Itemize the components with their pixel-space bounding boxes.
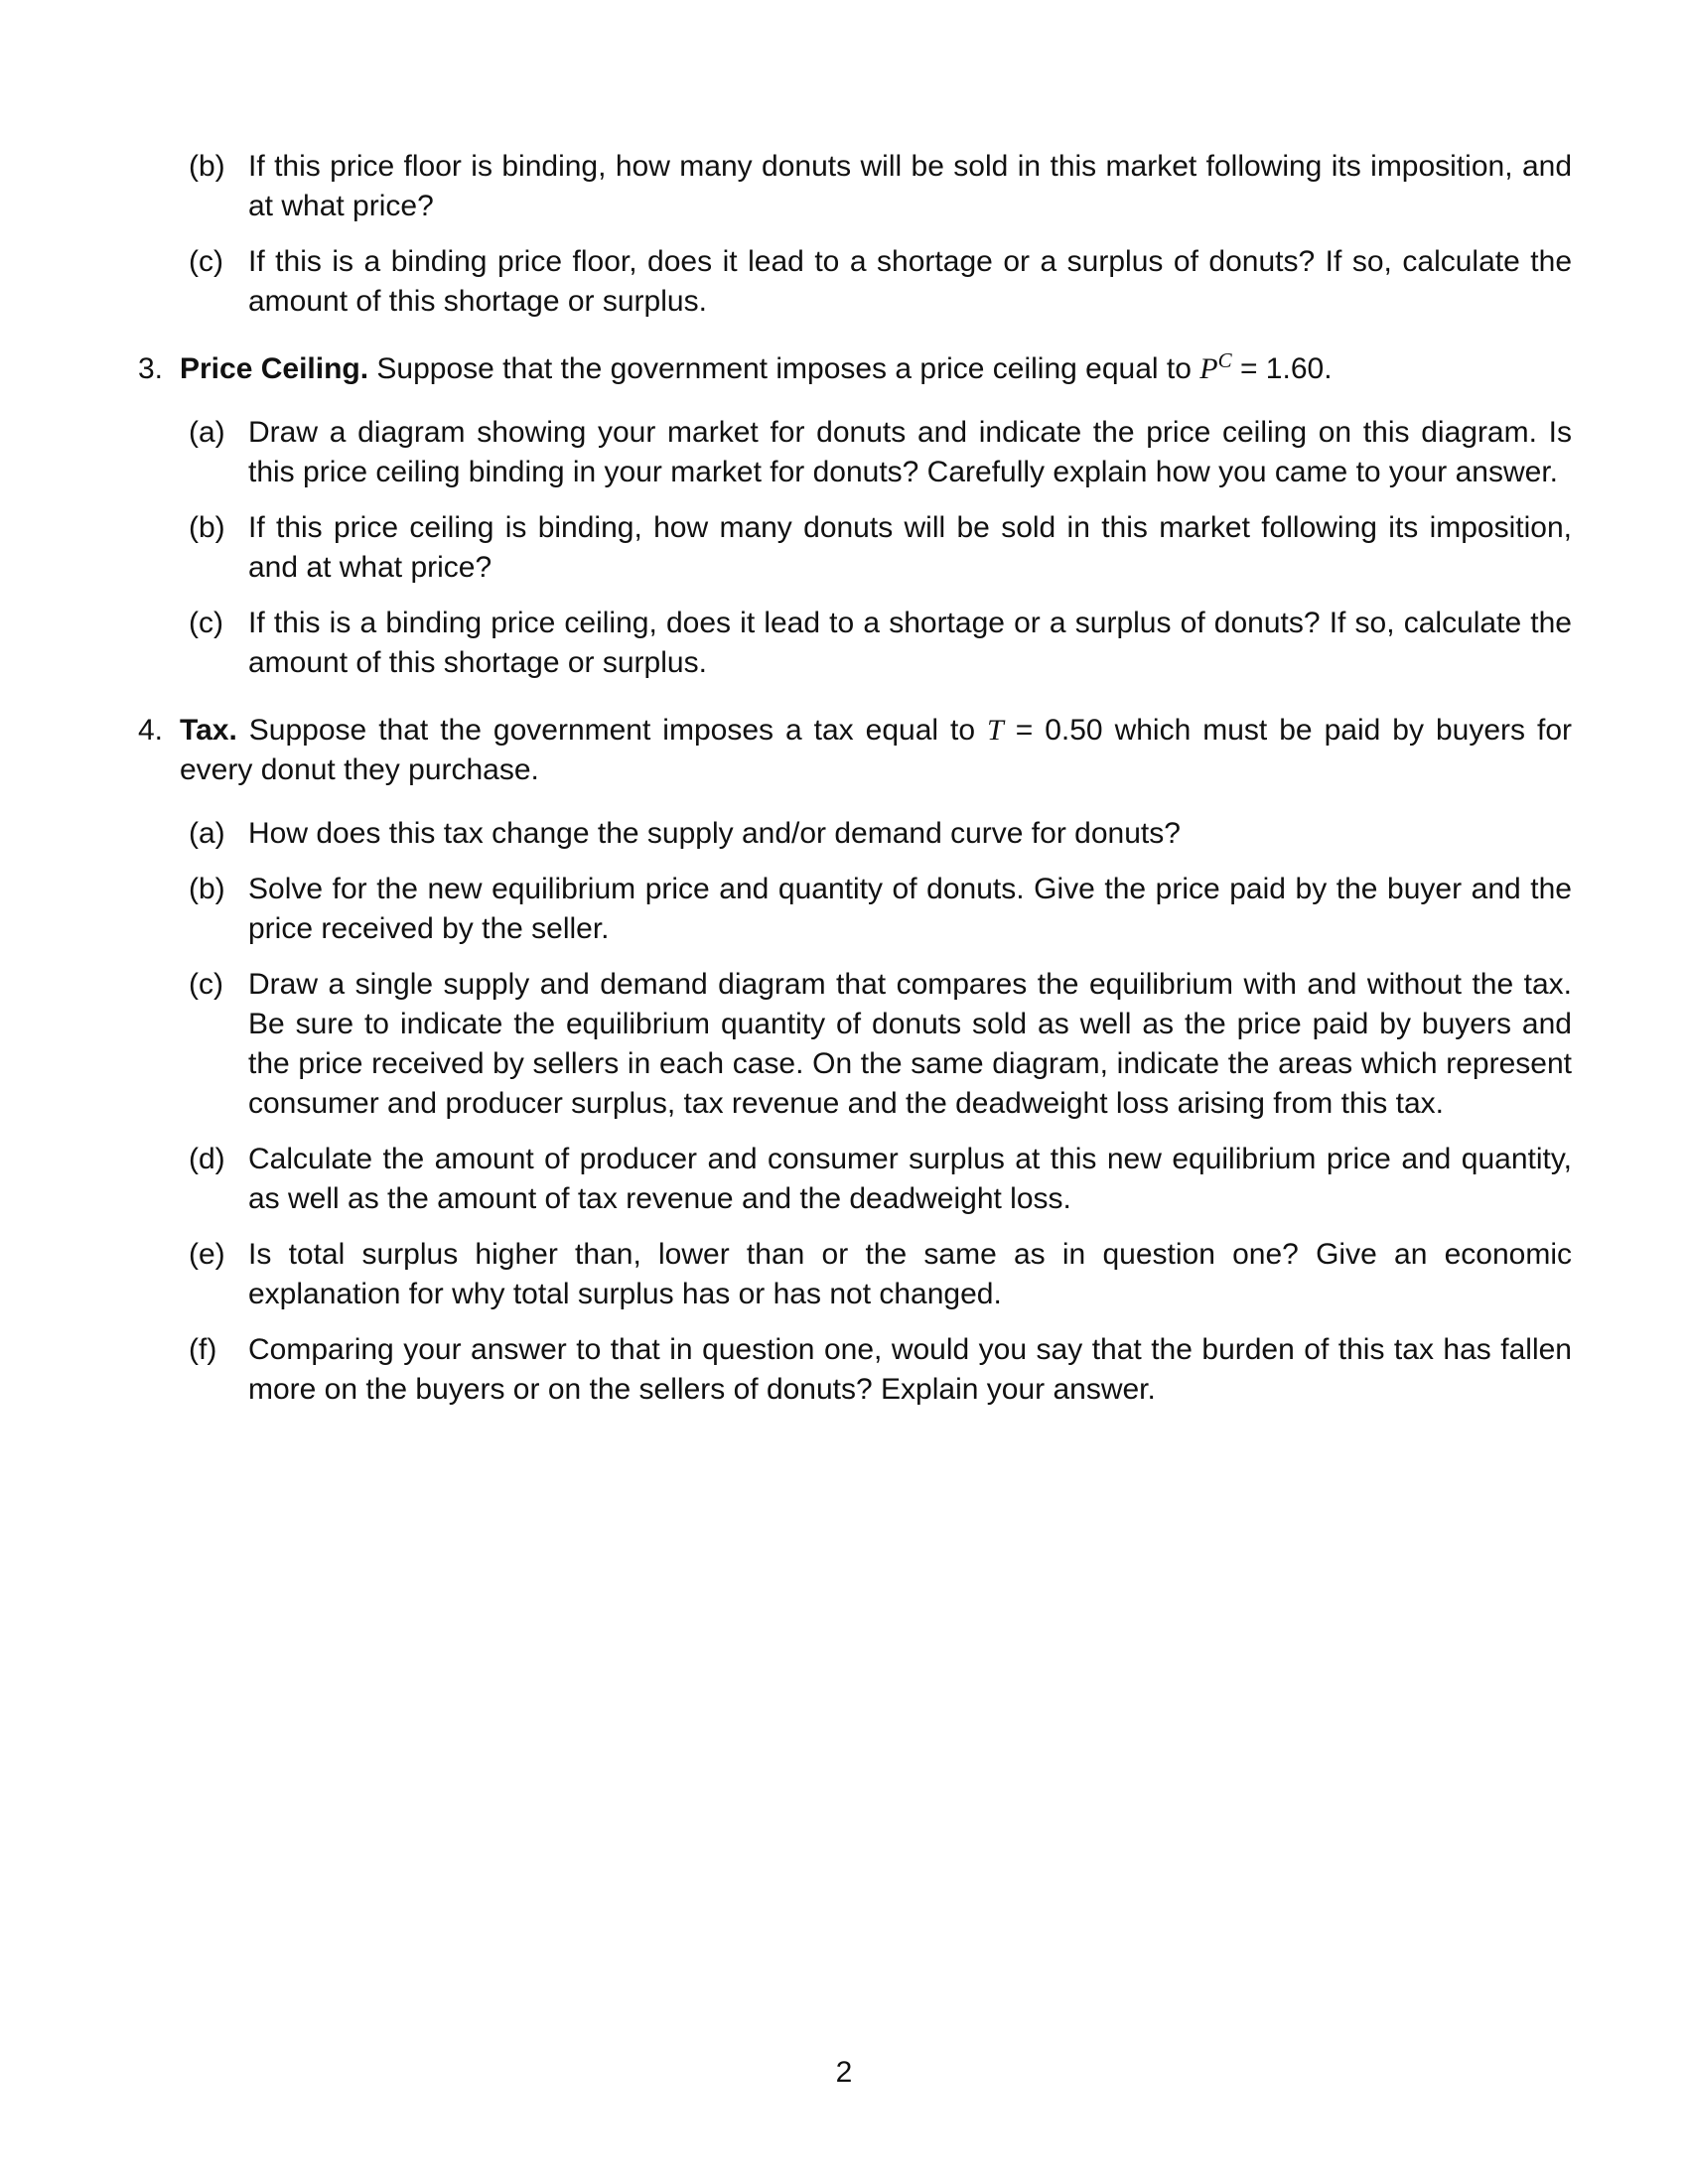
list-item [189,604,1572,683]
item-text: If this price floor is binding, how many donuts will be sold in this market following its imposition, and at what price? [248,150,1572,222]
item-label: (b) [189,150,225,183]
math-superscript: C [1217,348,1232,372]
question-intro [180,711,1572,790]
page-content [138,147,1572,1426]
item-label: (c) [189,245,223,278]
item-label: (c) [189,607,223,639]
item-label: (f) [189,1333,217,1366]
question-intro-text: = 0.50 which must be paid by buyers for every donut they purchase. [180,714,1572,786]
math-variable: T [987,714,1004,747]
list-item [189,1140,1572,1219]
question-intro [180,349,1572,389]
item-text: Draw a diagram showing your market for donuts and indicate the price ceiling on this diagram. Is this price ceiling binding in your market for donuts? Carefully explain how you came to your answer. [248,416,1572,488]
list-item [189,242,1572,322]
page-number: 2 [835,2056,853,2089]
item-text: If this is a binding price ceiling, does it lead to a shortage or a surplus of donuts? If so, calculate the amount of this shortage or surplus. [248,607,1572,679]
item-label: (b) [189,873,225,905]
list-item [189,1235,1572,1314]
question-title: Price Ceiling. [180,352,369,385]
list-item [189,965,1572,1124]
item-text: Comparing your answer to that in question one, would you say that the burden of this tax has fallen more on the buyers or on the sellers of donuts? Explain your answer. [248,1333,1572,1406]
math-variable: P [1199,352,1218,385]
item-label: (c) [189,968,223,1001]
item-label: (d) [189,1143,225,1175]
question-intro-text: Suppose that the government imposes a tax equal to [236,714,988,747]
item-label: (a) [189,817,225,850]
item-text: Solve for the new equilibrium price and quantity of donuts. Give the price paid by the buyer and the price received by the seller. [248,873,1572,945]
question-heading [138,349,1572,389]
question-intro-text: Suppose that the government imposes a price ceiling equal to [368,352,1200,385]
list-item [189,814,1572,854]
list-item [189,147,1572,226]
question-number: 3. [138,352,164,385]
question-number: 4. [138,714,164,747]
item-text: Is total surplus higher than, lower than or the same as in question one? Give an economic explanation for why total surplus has or has not changed. [248,1238,1572,1310]
question-heading [138,711,1572,790]
item-text: If this price ceiling is binding, how many donuts will be sold in this market following its imposition, and at what price? [248,511,1572,584]
question-intro-text: = 1.60. [1231,352,1333,385]
list-item [189,1330,1572,1410]
list-item [189,508,1572,588]
item-label: (e) [189,1238,225,1271]
item-text: Calculate the amount of producer and consumer surplus at this new equilibrium price and quantity, as well as the amount of tax revenue and the deadweight loss. [248,1143,1572,1215]
item-text: How does this tax change the supply and/or demand curve for donuts? [248,817,1181,850]
list-item [189,413,1572,492]
item-label: (a) [189,416,225,449]
item-label: (b) [189,511,225,544]
question-title: Tax. [180,714,237,747]
item-text: If this is a binding price floor, does it lead to a shortage or a surplus of donuts? If so, calculate the amount of this shortage or surplus. [248,245,1572,318]
item-text: Draw a single supply and demand diagram that compares the equilibrium with and without the tax. Be sure to indicate the equilibrium quantity of donuts sold as well as the price paid by buyers and the price received by sellers in each case. On the same diagram, indicate the areas which represent consumer and producer surplus, tax revenue and the deadweight loss arising from this tax. [248,968,1572,1120]
list-item [189,870,1572,949]
